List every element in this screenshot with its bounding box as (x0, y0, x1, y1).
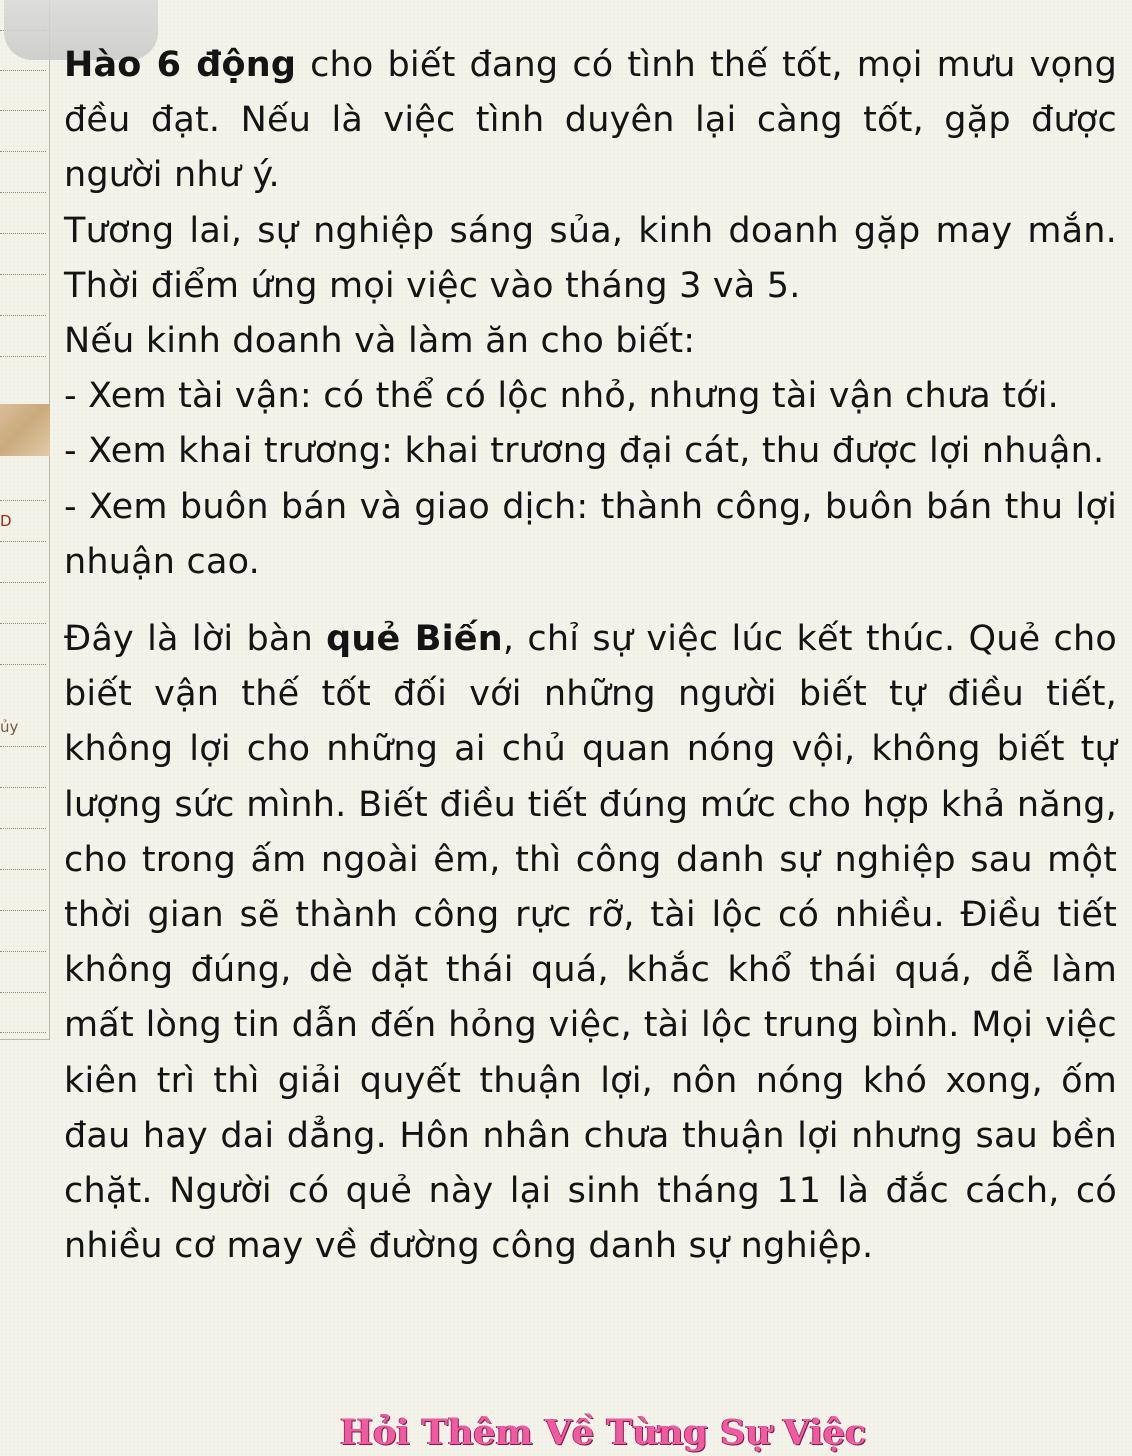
sidebar-divider (0, 828, 46, 829)
bold-phrase: Hào 6 động (64, 45, 297, 85)
sidebar-divider (0, 70, 46, 71)
paragraph-text: , chỉ sự việc lúc kết thúc. Quẻ cho biết vận thế tốt đối với những người biết tự điều tiết, không lợi cho những ai chủ quan nóng vội, không biết tự lượng sức mình. Biết điều tiết đúng mức cho hợp khả năng, cho trong ấm ngoài êm, thì công danh sự nghiệp sau một thời gian sẽ thành công rực rỡ, tài lộc có nhiều. Điều tiết không đúng, dè dặt thái quá, khắc khổ thái quá, dễ làm mất lòng tin dẫn đến hỏng việc, tài lộc trung bình. Mọi việc kiên trì thì giải quyết thuận lợi, nôn nóng khó xong, ốm đau hay dai dẳng. Hôn nhân chưa thuận lợi nhưng sau bền chặt. Người có quẻ này lại sinh tháng 11 là đắc cách, có nhiều cơ may về đường công danh sự nghiệp. (64, 619, 1117, 1267)
sidebar-divider (0, 274, 46, 275)
sidebar-divider (0, 1032, 46, 1033)
sidebar-link-snippet[interactable]: ủy (0, 718, 19, 736)
paragraph (64, 612, 1117, 1274)
sidebar-divider (0, 356, 46, 357)
sidebar-divider (0, 869, 46, 870)
paragraph-gap (64, 590, 1117, 612)
sidebar-divider (0, 623, 46, 624)
paragraph-text: cho biết đang có tình thế tốt, mọi mưu vọng đều đạt. Nếu là việc tình duyên lại càng tốt, gặp được người như ý. (64, 45, 1117, 196)
sidebar-divider (0, 110, 46, 111)
sidebar-divider (0, 664, 46, 665)
paragraph: Tương lai, sự nghiệp sáng sủa, kinh doanh gặp may mắn. Thời điểm ứng mọi việc vào tháng 3 và 5. (64, 210, 1117, 306)
paragraph: Nếu kinh doanh và làm ăn cho biết: (64, 321, 696, 362)
paragraph-text: Đây là lời bàn (64, 619, 327, 660)
sidebar-thumbnail[interactable] (0, 404, 50, 456)
sidebar-divider (0, 787, 46, 788)
sidebar-divider (0, 315, 46, 316)
sidebar-divider (0, 582, 46, 583)
left-sidebar (0, 0, 50, 1040)
sidebar-divider (0, 746, 46, 747)
sidebar-divider (0, 233, 46, 234)
sidebar-divider (0, 910, 46, 911)
sidebar-divider (0, 541, 46, 542)
sidebar-divider (0, 192, 46, 193)
sidebar-divider (0, 951, 46, 952)
article-body (64, 38, 1117, 1274)
sidebar-divider (0, 500, 46, 501)
paragraph (64, 38, 1117, 204)
bold-phrase: quẻ Biến (326, 619, 503, 660)
sidebar-link-snippet[interactable]: D (0, 512, 12, 530)
sidebar-divider (0, 151, 46, 152)
list-item: - Xem khai trương: khai trương đại cát, thu được lợi nhuận. (64, 431, 1105, 472)
list-item: - Xem tài vận: có thể có lộc nhỏ, nhưng tài vận chưa tới. (64, 376, 1059, 417)
ask-more-link[interactable]: Hỏi Thêm Về Từng Sự Việc (340, 1412, 867, 1453)
sidebar-divider (0, 992, 46, 993)
list-item: - Xem buôn bán và giao dịch: thành công, buôn bán thu lợi nhuận cao. (64, 486, 1117, 582)
